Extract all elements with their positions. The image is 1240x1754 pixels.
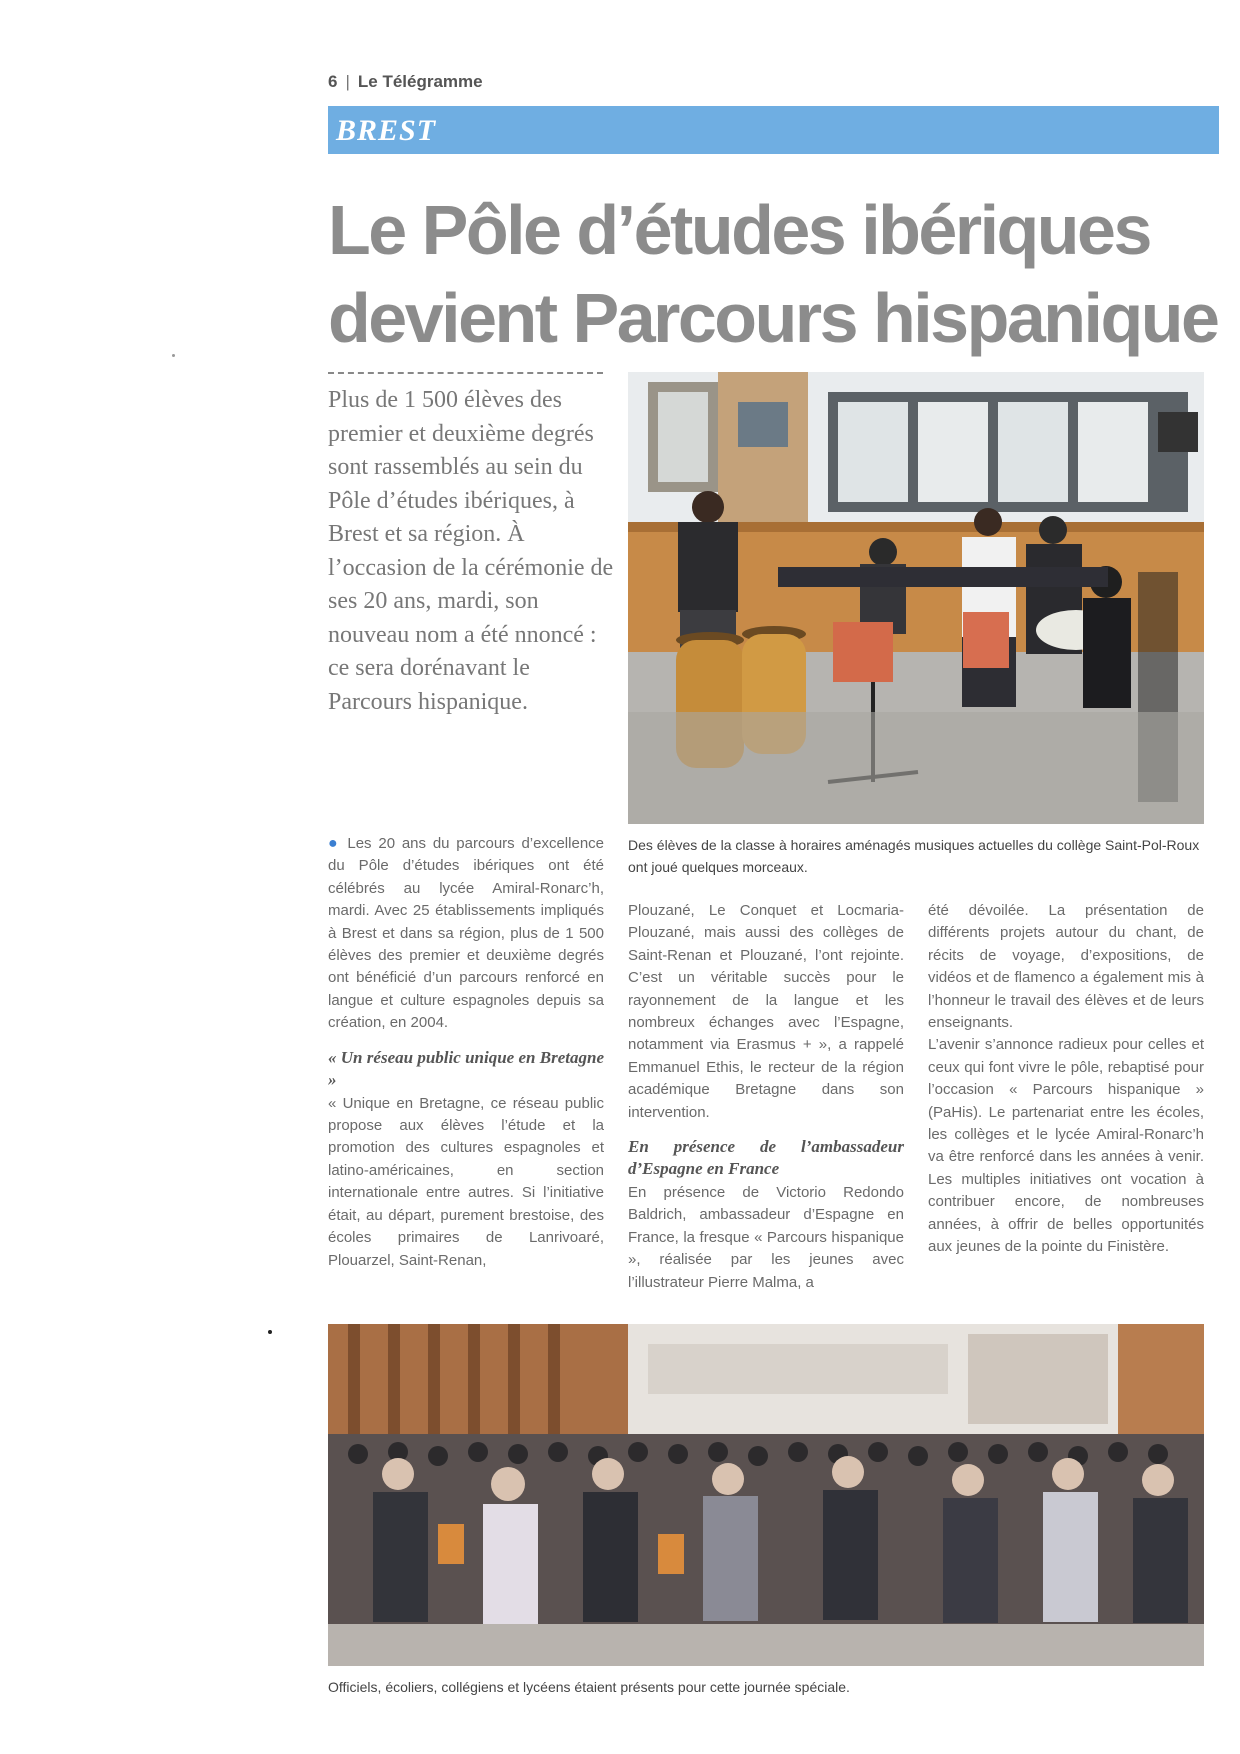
headline-line-1: Le Pôle d’études ibériques [328, 191, 1150, 269]
section-banner [328, 106, 1219, 154]
band-photo-illustration [628, 372, 1204, 824]
column-3-paragraph-1: été dévoilée. La présentation de différents projets autour du chant, de récits de voyage, d’expositions, de vidéos et de flamenco a également mis à l’honneur le travail des élèves et de leurs enseignants. [928, 902, 1204, 1032]
column-3-paragraph-2: L’avenir s’annonce radieux pour celles et ceux qui font vivre le pôle, rebaptisé pour l’occasion « Parcours hispanique » (PaHis). Le partenariat entre les écoles, les collèges et le lycée Amiral-Ronarc’h va être renforcé dans les années à venir. Les multiples initiatives ont vocation à contribuer encore, de nombreuses années, à offrir de belles opportunités aux jeunes de la pointe du Finistère. [928, 1036, 1204, 1256]
audience-photo-caption: Officiels, écoliers, collégiens et lycéens étaient présents pour cette journée spéciale. [328, 1679, 850, 1695]
article-column-1 [328, 833, 604, 1272]
page-header [328, 72, 483, 92]
headline-line-2: devient Parcours hispanique [328, 279, 1218, 357]
bullet-icon: ● [328, 835, 348, 852]
column-1-paragraph-1-text: Les 20 ans du parcours d’excellence du Pôle d’études ibériques ont été célébrés au lycée Amiral-Ronarc’h, mardi. Avec 25 établissements impliqués à Brest et dans sa région, plus de 1 500 élèves des premier et deuxième degrés ont bénéficié d’un parcours renforcé en langue et culture espagnoles depuis sa création, en 2004. [328, 835, 604, 1032]
article-column-2 [628, 900, 904, 1294]
audience-photo [328, 1324, 1204, 1666]
section-label: BREST [336, 114, 437, 147]
article-lede: Plus de 1 500 élèves des premier et deuxième degrés sont rassemblés au sein du Pôle d’études ibériques, à Brest et sa région. À l’occasion de la cérémonie de ses 20 ans, mardi, son nouveau nom a été nnoncé : ce sera dorénavant le Parcours hispanique. [328, 387, 614, 715]
column-1-paragraph-2: « Unique en Bretagne, ce réseau public propose aux élèves l’étude et la promotion des cultures espagnoles et latino-américaines, en section internationale entre autres. Si l’initiative était, au départ, purement brestoise, des écoles primaires de Lanrivoaré, Plouarzel, Saint-Renan, [328, 1094, 604, 1269]
lede-rule [328, 372, 603, 374]
newspaper-name: Le Télégramme [357, 72, 483, 91]
band-photo-caption: Des élèves de la classe à horaires aménagés musiques actuelles du collège Saint-Pol-Roux ont joué quelques morceaux. [628, 837, 1200, 875]
page-number: 6 [328, 72, 338, 91]
article-column-3 [928, 900, 1204, 1259]
audience-photo-illustration [328, 1324, 1204, 1666]
column-2-paragraph-2: En présence de Victorio Redondo Baldrich, ambassadeur d’Espagne en France, la fresque « Parcours hispanique », réalisée par les jeunes avec l’illustrateur Pierre Malma, a [628, 1184, 904, 1291]
column-1-paragraph-1 [328, 833, 604, 1035]
subhead-reseau-public: « Un réseau public unique en Bretagne » [328, 1047, 604, 1089]
band-photo [628, 372, 1204, 824]
scan-speck [172, 354, 175, 357]
article-headline [328, 186, 1228, 362]
scan-speck [268, 1330, 272, 1334]
header-divider: | [345, 72, 350, 91]
column-2-paragraph-1: Plouzané, Le Conquet et Locmaria-Plouzané, mais aussi des collèges de Saint-Renan et Plouzané, l’ont rejointe. C’est un véritable succès pour le rayonnement de la langue et les nombreux échanges avec l’Espagne, notamment via Erasmus + », a rappelé Emmanuel Ethis, le recteur de la région académique Bretagne dans son intervention. [628, 902, 904, 1121]
subhead-ambassadeur: En présence de l’ambassadeur d’Espagne en France [628, 1137, 904, 1179]
